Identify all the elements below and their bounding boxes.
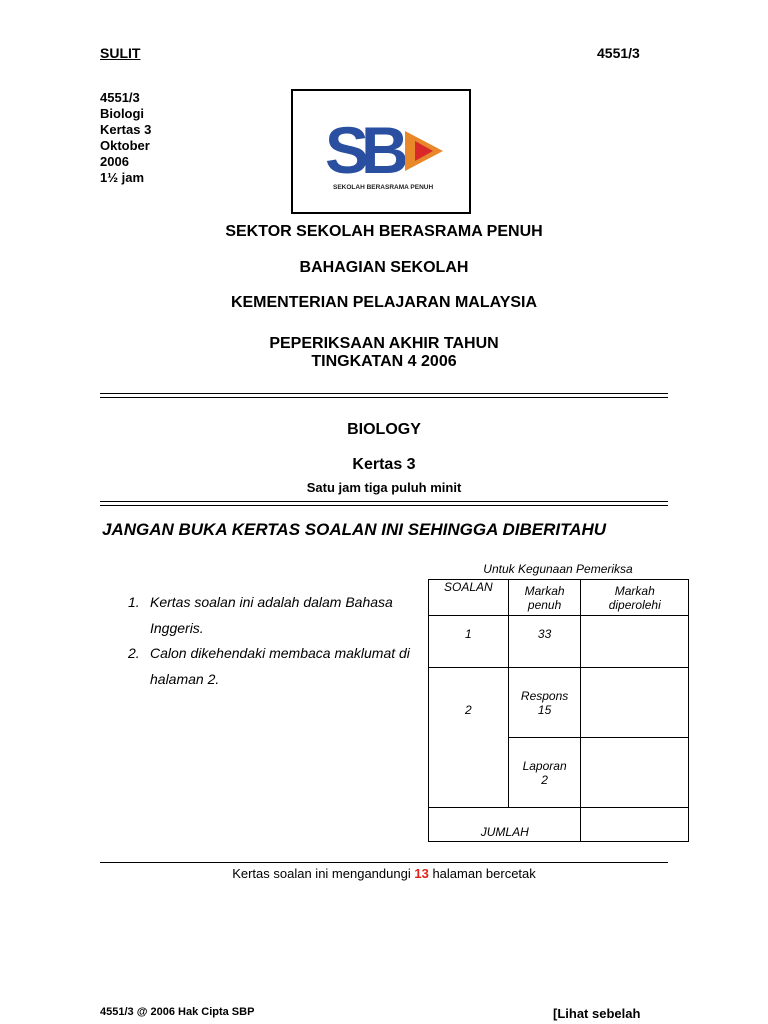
divider-middle <box>100 501 668 506</box>
table-header-row <box>429 580 689 616</box>
examiner-caption: Untuk Kegunaan Pemeriksa <box>483 562 633 576</box>
instructions-list <box>128 590 420 692</box>
exam-title-line2: TINGKATAN 4 2006 <box>311 353 457 370</box>
footer-next-page: [Lihat sebelah <box>553 1006 641 1021</box>
instruction-item <box>128 641 420 692</box>
total-label: JUMLAH <box>429 808 581 842</box>
svg-text:SEKOLAH BERASRAMA PENUH: SEKOLAH BERASRAMA PENUH <box>333 184 434 191</box>
paper-meta <box>100 90 151 186</box>
total-obtained-cell <box>581 808 689 842</box>
instruction-text: Kertas soalan ini adalah dalam Bahasa Inggeris. <box>150 594 393 636</box>
q1-obtained-cell <box>581 616 689 668</box>
duration-text: Satu jam tiga puluh minit <box>306 480 462 495</box>
ministry-title: KEMENTERIAN PELAJARAN MALAYSIA <box>230 294 538 311</box>
instruction-number: 1. <box>128 594 140 610</box>
paper-title: Kertas 3 <box>352 456 416 473</box>
warning-text: JANGAN BUKA KERTAS SOALAN INI SEHINGGA DIBERITAHU <box>102 520 607 539</box>
classification-label: SULIT <box>100 45 141 61</box>
exam-title <box>0 335 768 371</box>
sector-title: SEKTOR SEKOLAH BERASRAMA PENUH <box>225 223 543 240</box>
meta-duration: 1½ jam <box>100 170 145 185</box>
examiner-table <box>428 579 689 842</box>
divider-bottom <box>100 862 668 863</box>
svg-text:SB: SB <box>325 113 401 187</box>
header-full-line2: penuh <box>527 597 562 612</box>
subject-title: BIOLOGY <box>347 421 421 438</box>
q2-response-cell <box>508 668 581 738</box>
q2-response-label: Respons <box>520 688 569 703</box>
header-full-marks <box>508 580 581 616</box>
footer-copyright: 4551/3 @ 2006 Hak Cipta SBP <box>100 1006 255 1018</box>
logo-frame <box>291 89 471 214</box>
header-obtained-line1: Markah <box>614 583 655 598</box>
q2-number: 2 <box>429 668 509 808</box>
q1-full-marks: 33 <box>508 616 581 668</box>
page-count-after: halaman bercetak <box>432 866 536 881</box>
instruction-text: Calon dikehendaki membaca maklumat di halaman 2. <box>150 645 410 687</box>
q2-report-obtained-cell <box>581 738 689 808</box>
q2-report-marks: 2 <box>541 772 548 787</box>
q2-response-marks: 15 <box>537 702 552 717</box>
page-count-before: Kertas soalan ini mengandungi <box>232 866 411 881</box>
meta-paper: Kertas 3 <box>100 122 152 137</box>
q2-response-obtained-cell <box>581 668 689 738</box>
header-obtained-marks <box>581 580 689 616</box>
page-count-note <box>0 866 768 881</box>
table-row <box>429 668 689 738</box>
instruction-item <box>128 590 420 641</box>
page-count-number: 13 <box>414 866 429 881</box>
q1-number: 1 <box>429 616 509 668</box>
paper-code: 4551/3 <box>597 45 640 61</box>
instruction-number: 2. <box>128 645 140 661</box>
header-question: SOALAN <box>429 580 509 616</box>
table-total-row <box>429 808 689 842</box>
sbp-logo-icon <box>293 91 469 212</box>
header-full-line1: Markah <box>524 583 565 598</box>
exam-title-line1: PEPERIKSAAN AKHIR TAHUN <box>269 335 499 352</box>
meta-month: Oktober <box>100 138 150 153</box>
meta-subject: Biologi <box>100 106 145 121</box>
division-title: BAHAGIAN SEKOLAH <box>299 259 469 276</box>
table-row <box>429 616 689 668</box>
divider-top <box>100 393 668 398</box>
header-obtained-line2: diperolehi <box>608 597 661 612</box>
q2-report-label: Laporan <box>522 758 567 773</box>
meta-year: 2006 <box>100 154 129 169</box>
meta-code: 4551/3 <box>100 90 140 105</box>
q2-report-cell <box>508 738 581 808</box>
